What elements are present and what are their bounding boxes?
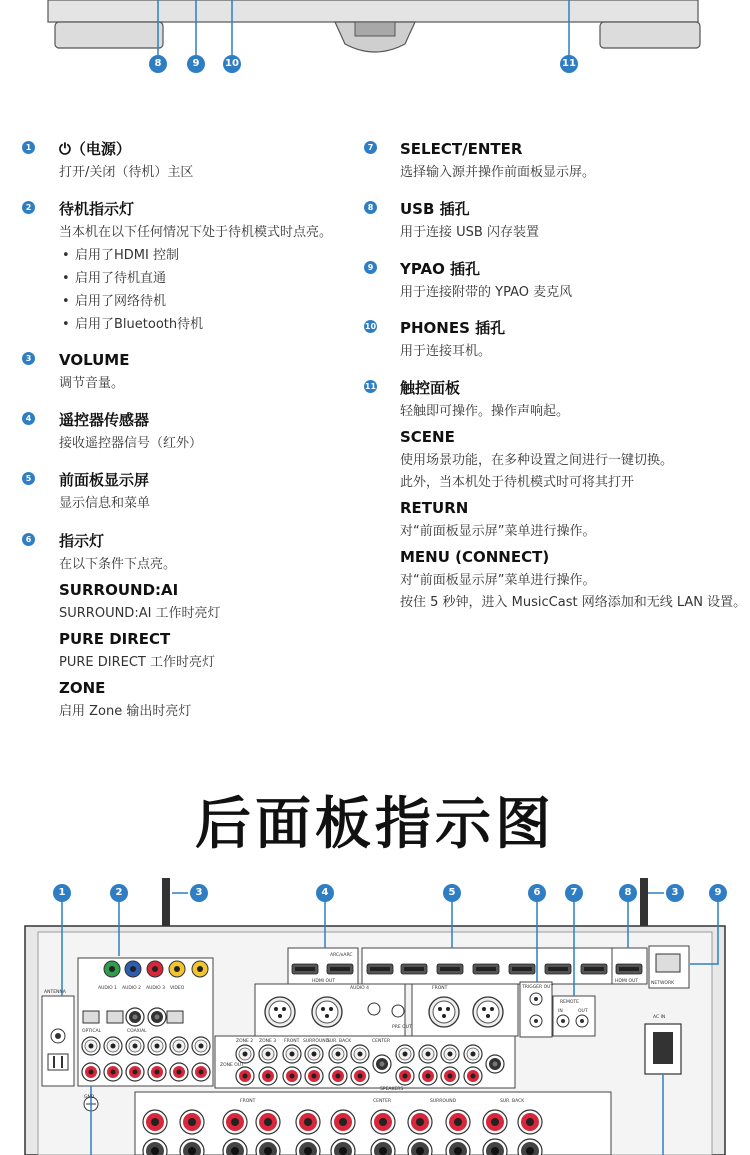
rear-badge-6: 6 — [528, 884, 546, 902]
list-item: • 启用了Bluetooth待机 — [59, 313, 332, 336]
badge-11: 11 — [560, 55, 578, 73]
rear-badge-2: 2 — [110, 884, 128, 902]
item-title: PHONES 插孔 — [400, 319, 506, 337]
sub-desc: 对“前面板显示屏”菜单进行操作。 — [400, 573, 596, 588]
item-title: YPAO 插孔 — [400, 260, 481, 278]
label-front-pre: FRONT — [284, 1039, 300, 1044]
item-desc: 显示信息和菜单 — [59, 496, 151, 511]
label-remote-out: OUT — [578, 1009, 588, 1014]
label-gnd: GND — [84, 1095, 95, 1100]
item-desc: 选择输入源并操作前面板显示屏。 — [400, 165, 596, 180]
item-desc: 用于连接附带的 YPAO 麦克风 — [400, 285, 573, 300]
item-desc: 用于连接 USB 闪存装置 — [400, 225, 539, 240]
rear-badge-3: 3 — [190, 884, 208, 902]
item-title: 触控面板 — [400, 379, 461, 397]
sub-desc: 此外，当本机处于待机模式时可将其打开 — [400, 475, 635, 490]
label-spk-surround: SURROUND — [430, 1099, 457, 1104]
rear-badge-7: 7 — [565, 884, 583, 902]
sub-title: SCENE — [400, 428, 455, 446]
item-number: 2 — [22, 201, 35, 214]
list-item: • 启用了待机直通 — [59, 267, 332, 290]
rear-badge-5: 5 — [443, 884, 461, 902]
label-front: FRONT — [432, 986, 448, 991]
item-number: 7 — [364, 141, 377, 154]
rear-badge-3b: 3 — [666, 884, 684, 902]
label-arc: ARC/eARC — [330, 953, 353, 958]
label-center: CENTER — [372, 1039, 391, 1044]
item-number: 4 — [22, 412, 35, 425]
sub-title: ZONE — [59, 679, 106, 697]
item-number: 11 — [364, 382, 377, 391]
item-title: 待机指示灯 — [59, 200, 135, 218]
item-number: 10 — [364, 322, 377, 331]
item-desc: 调节音量。 — [59, 376, 125, 391]
rear-badge-4: 4 — [316, 884, 334, 902]
label-spk-front: FRONT — [240, 1099, 256, 1104]
front-panel-illustration-bottom — [0, 0, 750, 80]
sub-desc: PURE DIRECT 工作时亮灯 — [59, 655, 215, 670]
sub-desc: 对“前面板显示屏”菜单进行操作。 — [400, 524, 596, 539]
label-spk-center: CENTER — [373, 1099, 392, 1104]
label-zone3: ZONE 3 — [259, 1039, 277, 1044]
label-ac-in: AC IN — [653, 1015, 666, 1020]
label-remote: REMOTE — [560, 1000, 579, 1005]
sub-title: MENU (CONNECT) — [400, 548, 550, 566]
label-video: VIDEO — [170, 986, 185, 991]
label-zone2: ZONE 2 — [236, 1039, 254, 1044]
item-title: SELECT/ENTER — [400, 140, 523, 158]
rear-panel-title: 后面板指示图 — [195, 792, 555, 857]
label-antenna: ANTENNA — [44, 990, 66, 995]
label-audio2: AUDIO 2 — [122, 986, 141, 991]
label-surround: SURROUND — [303, 1039, 330, 1044]
item-number: 8 — [364, 201, 377, 214]
sub-desc: 按住 5 秒钟，进入 MusicCast 网络添加和无线 LAN 设置。 — [400, 595, 747, 610]
badge-9: 9 — [187, 55, 205, 73]
label-trigger-out: TRIGGER OUT — [522, 985, 554, 990]
item-desc: 用于连接耳机。 — [400, 344, 492, 359]
item-title: 遥控器传感器 — [59, 411, 150, 429]
label-hdmi-out: HDMI OUT — [312, 979, 336, 984]
item-title: 指示灯 — [59, 532, 105, 550]
label-hdmi-out-zone: HDMI OUT — [615, 979, 639, 984]
label-audio4: AUDIO 4 — [350, 986, 369, 991]
item-desc: 在以下条件下点亮。 — [59, 557, 177, 572]
item-number: 3 — [22, 352, 35, 365]
item-number: 6 — [22, 533, 35, 546]
sub-title: SURROUND:AI — [59, 581, 179, 599]
item-title: USB 插孔 — [400, 200, 470, 218]
badge-8: 8 — [149, 55, 167, 73]
badge-10: 10 — [223, 55, 241, 73]
item-desc: 打开/关闭（待机）主区 — [59, 165, 194, 180]
label-pre-out: PRE OUT — [392, 1025, 412, 1030]
item-number: 1 — [22, 141, 35, 154]
label-optical: OPTICAL — [82, 1029, 102, 1034]
item-desc: 轻触即可操作。操作声响起。 — [400, 404, 570, 419]
list-item: • 启用了网络待机 — [59, 290, 332, 313]
rear-badge-9: 9 — [709, 884, 727, 902]
sub-desc: 使用场景功能，在多种设置之间进行一键切换。 — [400, 453, 674, 468]
sub-desc: SURROUND:AI 工作时亮灯 — [59, 606, 221, 621]
item-title: VOLUME — [59, 351, 130, 369]
rear-panel-illustration — [0, 876, 750, 1155]
sub-desc: 启用 Zone 输出时亮灯 — [59, 704, 192, 719]
item-desc: 接收遥控器信号（红外） — [59, 436, 203, 451]
item-title: 前面板显示屏 — [59, 471, 150, 489]
item-desc: 当本机在以下任何情况下处于待机模式时点亮。 — [59, 225, 333, 240]
item-number: 9 — [364, 261, 377, 274]
label-spk-sur-back: SUR. BACK — [500, 1099, 525, 1104]
label-coaxial: COAXIAL — [127, 1029, 147, 1034]
rear-badge-1: 1 — [53, 884, 71, 902]
sub-title: PURE DIRECT — [59, 630, 171, 648]
sub-title: RETURN — [400, 499, 469, 517]
rear-badge-8: 8 — [619, 884, 637, 902]
label-speakers: SPEAKERS — [380, 1087, 404, 1092]
label-network: NETWORK — [651, 981, 675, 986]
item-number: 5 — [22, 472, 35, 485]
label-sur-back: SUR. BACK — [327, 1039, 352, 1044]
bullet-list — [59, 244, 332, 336]
label-audio3: AUDIO 3 — [146, 986, 165, 991]
list-item: • 启用了HDMI 控制 — [59, 244, 332, 267]
label-remote-in: IN — [558, 1009, 563, 1014]
label-zone-out: ZONE OUT — [220, 1063, 244, 1068]
item-title: ⏻（电源） — [59, 140, 131, 158]
label-audio1: AUDIO 1 — [98, 986, 117, 991]
